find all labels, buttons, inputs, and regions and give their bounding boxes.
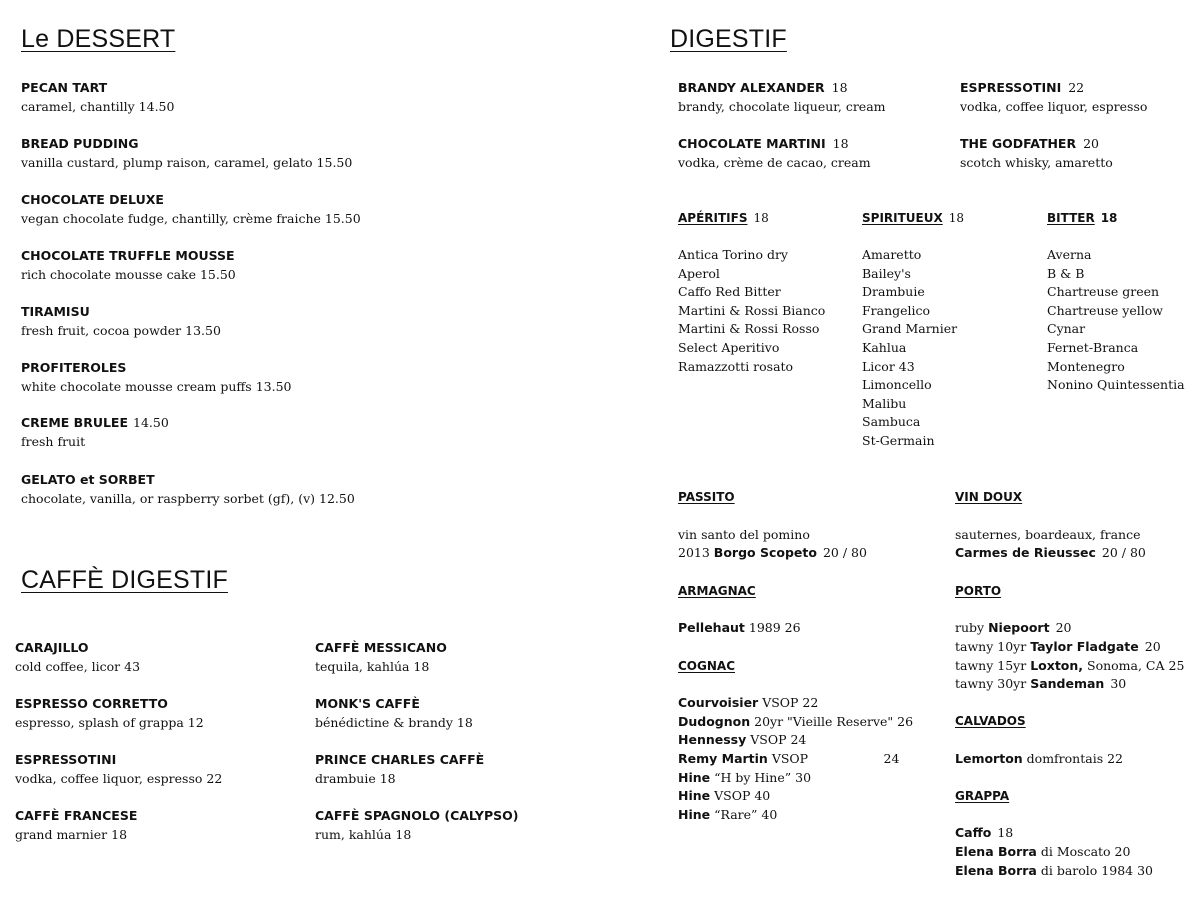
spirit-name: Niepoort <box>988 620 1050 635</box>
item-desc: brandy, chocolate liqueur, cream <box>678 99 886 114</box>
item-desc: espresso, splash of grappa 12 <box>15 715 204 730</box>
section-title: PORTO <box>955 584 1002 598</box>
item-desc: drambuie 18 <box>315 771 396 786</box>
item-desc: fresh fruit, cocoa powder 13.50 <box>21 323 221 338</box>
section-title: APÉRITIFS <box>678 211 748 225</box>
item-name: BREAD PUDDING <box>21 136 139 151</box>
list-item: Antica Torino dry <box>678 247 788 262</box>
spirit-name: Elena Borra <box>955 844 1037 859</box>
dessert-title: Le DESSERT <box>21 25 176 53</box>
spirit-line <box>678 787 770 806</box>
menu-item <box>678 134 871 172</box>
menu-item <box>15 694 204 732</box>
wine-name: Borgo Scopeto <box>713 545 817 560</box>
spirit-line <box>678 769 811 788</box>
bitter-list <box>1047 246 1185 395</box>
spirit-detail: 18 <box>997 825 1014 840</box>
list-item: B & B <box>1047 265 1085 281</box>
section-price: 18 <box>753 211 769 225</box>
spirit-name: Hennessy <box>678 732 747 747</box>
item-price: 14.50 <box>133 415 169 430</box>
list-item: Cynar <box>1047 321 1086 337</box>
spirit-detail: di Moscato 20 <box>1040 844 1131 859</box>
aperitifs-list <box>678 246 825 376</box>
wine-line: vin santo del pomino <box>678 527 810 542</box>
wine-year: 2013 <box>678 545 710 560</box>
spirit-line <box>955 638 1161 657</box>
spirit-detail: Sonoma, CA 25 <box>1087 658 1185 673</box>
item-price: 18 <box>832 136 849 151</box>
wine-line <box>678 544 867 563</box>
list-item: Frangelico <box>862 302 931 318</box>
section-title: SPIRITUEUX <box>862 211 943 225</box>
spirit-detail: VSOP 24 <box>750 732 807 747</box>
spirit-line <box>678 713 913 732</box>
item-name: CAFFÈ FRANCESE <box>15 808 138 823</box>
list-item: Grand Marnier <box>862 321 958 337</box>
menu-item <box>15 638 140 676</box>
section-title: PASSITO <box>678 490 735 504</box>
spirit-detail: 20 <box>1055 620 1072 635</box>
item-desc: caramel, chantilly 14.50 <box>21 99 175 114</box>
item-name: MONK'S CAFFÈ <box>315 696 420 711</box>
spirit-detail: di barolo 1984 30 <box>1040 863 1153 878</box>
menu-item <box>315 694 473 732</box>
list-item: Kahlua <box>862 339 907 355</box>
wine-price: 20 / 80 <box>1101 545 1146 560</box>
spirit-detail: “Rare” 40 <box>714 807 778 822</box>
wine-line: sauternes, boardeaux, france <box>955 527 1141 542</box>
caffe-title: CAFFÈ DIGESTIF <box>21 566 228 594</box>
list-item: Chartreuse yellow <box>1047 302 1163 318</box>
menu-item <box>315 806 519 844</box>
item-name: GELATO et SORBET <box>21 472 155 487</box>
spirit-line <box>955 657 1184 676</box>
spirit-name: Hine <box>678 788 711 803</box>
item-name: ESPRESSOTINI <box>15 752 117 767</box>
spirit-pre: tawny 10yr <box>955 639 1027 654</box>
menu-item <box>21 470 355 508</box>
section-heading <box>955 488 1022 506</box>
spiritueux-list <box>862 246 957 451</box>
menu-item <box>315 638 447 676</box>
menu-item <box>21 302 221 340</box>
menu-item <box>21 358 291 396</box>
list-item: Caffo Red Bitter <box>678 284 781 300</box>
list-item: Averna <box>1047 247 1092 262</box>
item-desc: white chocolate mousse cream puffs 13.50 <box>21 379 292 394</box>
spirit-name: Dudognon <box>678 714 751 729</box>
menu-item <box>21 78 174 116</box>
list-item: Montenegro <box>1047 358 1125 374</box>
spirit-name: Pellehaut <box>678 620 745 635</box>
section-heading <box>678 582 756 600</box>
spirit-name: Taylor Fladgate <box>1030 639 1139 654</box>
section-price: 18 <box>1100 211 1118 225</box>
item-name: CAFFÈ SPAGNOLO (CALYPSO) <box>315 808 519 823</box>
section-heading <box>862 209 964 227</box>
section-title: CALVADOS <box>955 714 1026 728</box>
spirit-detail: 20yr "Vieille Reserve" 26 <box>754 714 914 729</box>
spirit-name: Caffo <box>955 825 992 840</box>
spirit-name: Hine <box>678 770 711 785</box>
item-desc: grand marnier 18 <box>15 827 128 842</box>
item-name: THE GODFATHER <box>960 136 1077 151</box>
menu-item <box>15 750 222 788</box>
item-name: CREME BRULEE <box>21 415 129 430</box>
spirit-line <box>955 862 1153 881</box>
item-name: CHOCOLATE TRUFFLE MOUSSE <box>21 248 235 263</box>
section-heading <box>955 582 1001 600</box>
spirit-detail: VSOP 40 <box>714 788 771 803</box>
list-item: Select Aperitivo <box>678 339 780 355</box>
spirit-name: Loxton, <box>1030 658 1084 673</box>
menu-item <box>21 246 236 284</box>
digestif-title: DIGESTIF <box>670 25 787 53</box>
item-desc: vodka, coffee liquor, espresso 22 <box>15 771 223 786</box>
list-item: Chartreuse green <box>1047 284 1160 300</box>
section-heading <box>1047 209 1117 227</box>
section-heading <box>678 657 735 675</box>
section-title: GRAPPA <box>955 789 1010 803</box>
spirit-detail: VSOP 22 <box>762 695 819 710</box>
spirit-name: Lemorton <box>955 751 1023 766</box>
item-name: CAFFÈ MESSICANO <box>315 640 447 655</box>
item-desc: fresh fruit <box>21 434 86 449</box>
list-item: Bailey's <box>862 265 911 281</box>
spirit-detail: “H by Hine” 30 <box>714 770 812 785</box>
spirit-name: Remy Martin <box>678 751 768 766</box>
list-item: Amaretto <box>862 247 922 262</box>
spirit-line <box>955 843 1130 862</box>
item-name: CHOCOLATE DELUXE <box>21 192 164 207</box>
list-item: Limoncello <box>862 377 932 393</box>
section-title: COGNAC <box>678 659 735 673</box>
spirit-detail: 30 <box>1110 676 1127 691</box>
item-desc: tequila, kahlúa 18 <box>315 659 430 674</box>
list-item: Martini & Rossi Bianco <box>678 302 826 318</box>
menu-item <box>960 134 1113 172</box>
item-desc: scotch whisky, amaretto <box>960 155 1113 170</box>
item-desc: vodka, coffee liquor, espresso <box>960 99 1148 114</box>
spirit-line <box>678 806 777 825</box>
section-title: VIN DOUX <box>955 490 1023 504</box>
section-title: ARMAGNAC <box>678 584 756 598</box>
spirit-name: Sandeman <box>1030 676 1105 691</box>
item-name: TIRAMISU <box>21 304 90 319</box>
item-name: CHOCOLATE MARTINI <box>678 136 826 151</box>
spirit-line <box>955 750 1123 769</box>
list-item: St-Germain <box>862 432 935 448</box>
wine-price: 20 / 80 <box>822 545 867 560</box>
item-desc: bénédictine & brandy 18 <box>315 715 473 730</box>
spirit-line <box>955 619 1071 638</box>
spirit-line <box>678 619 801 638</box>
spirit-detail: domfrontais 22 <box>1026 751 1123 766</box>
item-name: PRINCE CHARLES CAFFÈ <box>315 752 485 767</box>
section-heading <box>678 488 735 506</box>
item-desc: cold coffee, licor 43 <box>15 659 141 674</box>
menu-item <box>15 806 137 844</box>
spirit-name: Elena Borra <box>955 863 1037 878</box>
spirit-pre: tawny 15yr <box>955 658 1027 673</box>
menu-item <box>960 78 1147 116</box>
item-desc: chocolate, vanilla, or raspberry sorbet (gf), (v) 12.50 <box>21 491 355 506</box>
spirit-pre: tawny 30yr <box>955 676 1027 691</box>
list-item: Drambuie <box>862 284 925 300</box>
spirit-line <box>678 694 818 713</box>
wine-name: Carmes de Rieussec <box>955 545 1096 560</box>
spirit-name: Courvoisier <box>678 695 759 710</box>
list-item: Nonino Quintessentia <box>1047 377 1185 393</box>
menu-item <box>21 190 361 228</box>
item-name: ESPRESSO CORRETTO <box>15 696 168 711</box>
spirit-detail: VSOP 24 <box>771 751 900 766</box>
menu-item <box>21 134 352 172</box>
menu-item <box>315 750 484 788</box>
list-item: Fernet-Branca <box>1047 339 1139 355</box>
list-item: Martini & Rossi Rosso <box>678 321 820 337</box>
menu-item <box>678 78 886 116</box>
item-desc: rich chocolate mousse cake 15.50 <box>21 267 236 282</box>
list-item: Malibu <box>862 395 907 411</box>
item-desc: vegan chocolate fudge, chantilly, crème fraiche 15.50 <box>21 211 361 226</box>
spirit-detail: 1989 26 <box>748 620 801 635</box>
item-name: ESPRESSOTINI <box>960 80 1062 95</box>
spirit-line <box>678 731 806 750</box>
section-price: 18 <box>948 211 965 225</box>
section-title: BITTER <box>1047 211 1095 225</box>
spirit-line <box>955 675 1126 694</box>
item-name: PECAN TART <box>21 80 108 95</box>
list-item: Licor 43 <box>862 358 915 374</box>
wine-line <box>955 544 1146 563</box>
item-name: BRANDY ALEXANDER <box>678 80 825 95</box>
item-price: 20 <box>1083 136 1100 151</box>
item-desc: vodka, crème de cacao, cream <box>678 155 871 170</box>
item-price: 18 <box>831 80 848 95</box>
list-item: Ramazzotti rosato <box>678 358 794 374</box>
spirit-line <box>678 750 899 769</box>
list-item: Sambuca <box>862 414 921 430</box>
spirit-name: Hine <box>678 807 711 822</box>
item-price: 22 <box>1068 80 1085 95</box>
item-name: PROFITEROLES <box>21 360 127 375</box>
spirit-detail: 20 <box>1144 639 1161 654</box>
spirit-pre: ruby <box>955 620 985 635</box>
menu-item <box>21 413 169 451</box>
item-desc: rum, kahlúa 18 <box>315 827 412 842</box>
spirit-line <box>955 824 1013 843</box>
section-heading <box>955 787 1009 805</box>
section-heading <box>955 712 1026 730</box>
item-name: CARAJILLO <box>15 640 89 655</box>
list-item: Aperol <box>678 265 720 281</box>
section-heading <box>678 209 769 227</box>
item-desc: vanilla custard, plump raison, caramel, gelato 15.50 <box>21 155 353 170</box>
